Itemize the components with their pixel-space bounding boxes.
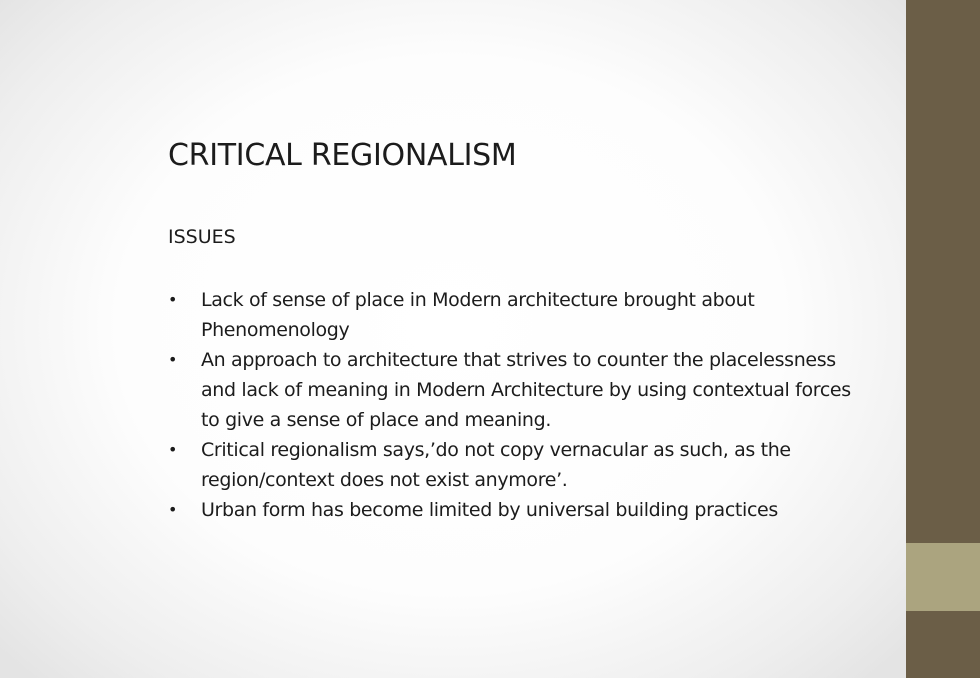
bullet-item xyxy=(168,285,868,345)
bullet-icon: • xyxy=(168,350,178,369)
slide-title: CRITICAL REGIONALISM xyxy=(168,138,517,173)
side-band-accent xyxy=(906,543,980,611)
bullet-text: An approach to architecture that strives to counter the placelessness and lack of meaning in Modern Architecture by using contextual forces to give a sense of place and meaning. xyxy=(201,349,851,431)
bullet-text: Critical regionalism says,’do not copy vernacular as such, as the region/context does not exist anymore’. xyxy=(201,439,791,491)
bullet-text: Lack of sense of place in Modern architecture brought about Phenomenology xyxy=(201,289,755,341)
bullet-text: Urban form has become limited by universal building practices xyxy=(201,499,778,521)
slide-subheading: ISSUES xyxy=(168,226,236,248)
bullet-item xyxy=(168,435,868,495)
bullet-item xyxy=(168,345,868,435)
bullet-icon: • xyxy=(168,440,178,459)
bullet-item xyxy=(168,495,868,525)
bullet-icon: • xyxy=(168,500,178,519)
bullet-icon: • xyxy=(168,290,178,309)
bullet-list xyxy=(168,285,868,525)
